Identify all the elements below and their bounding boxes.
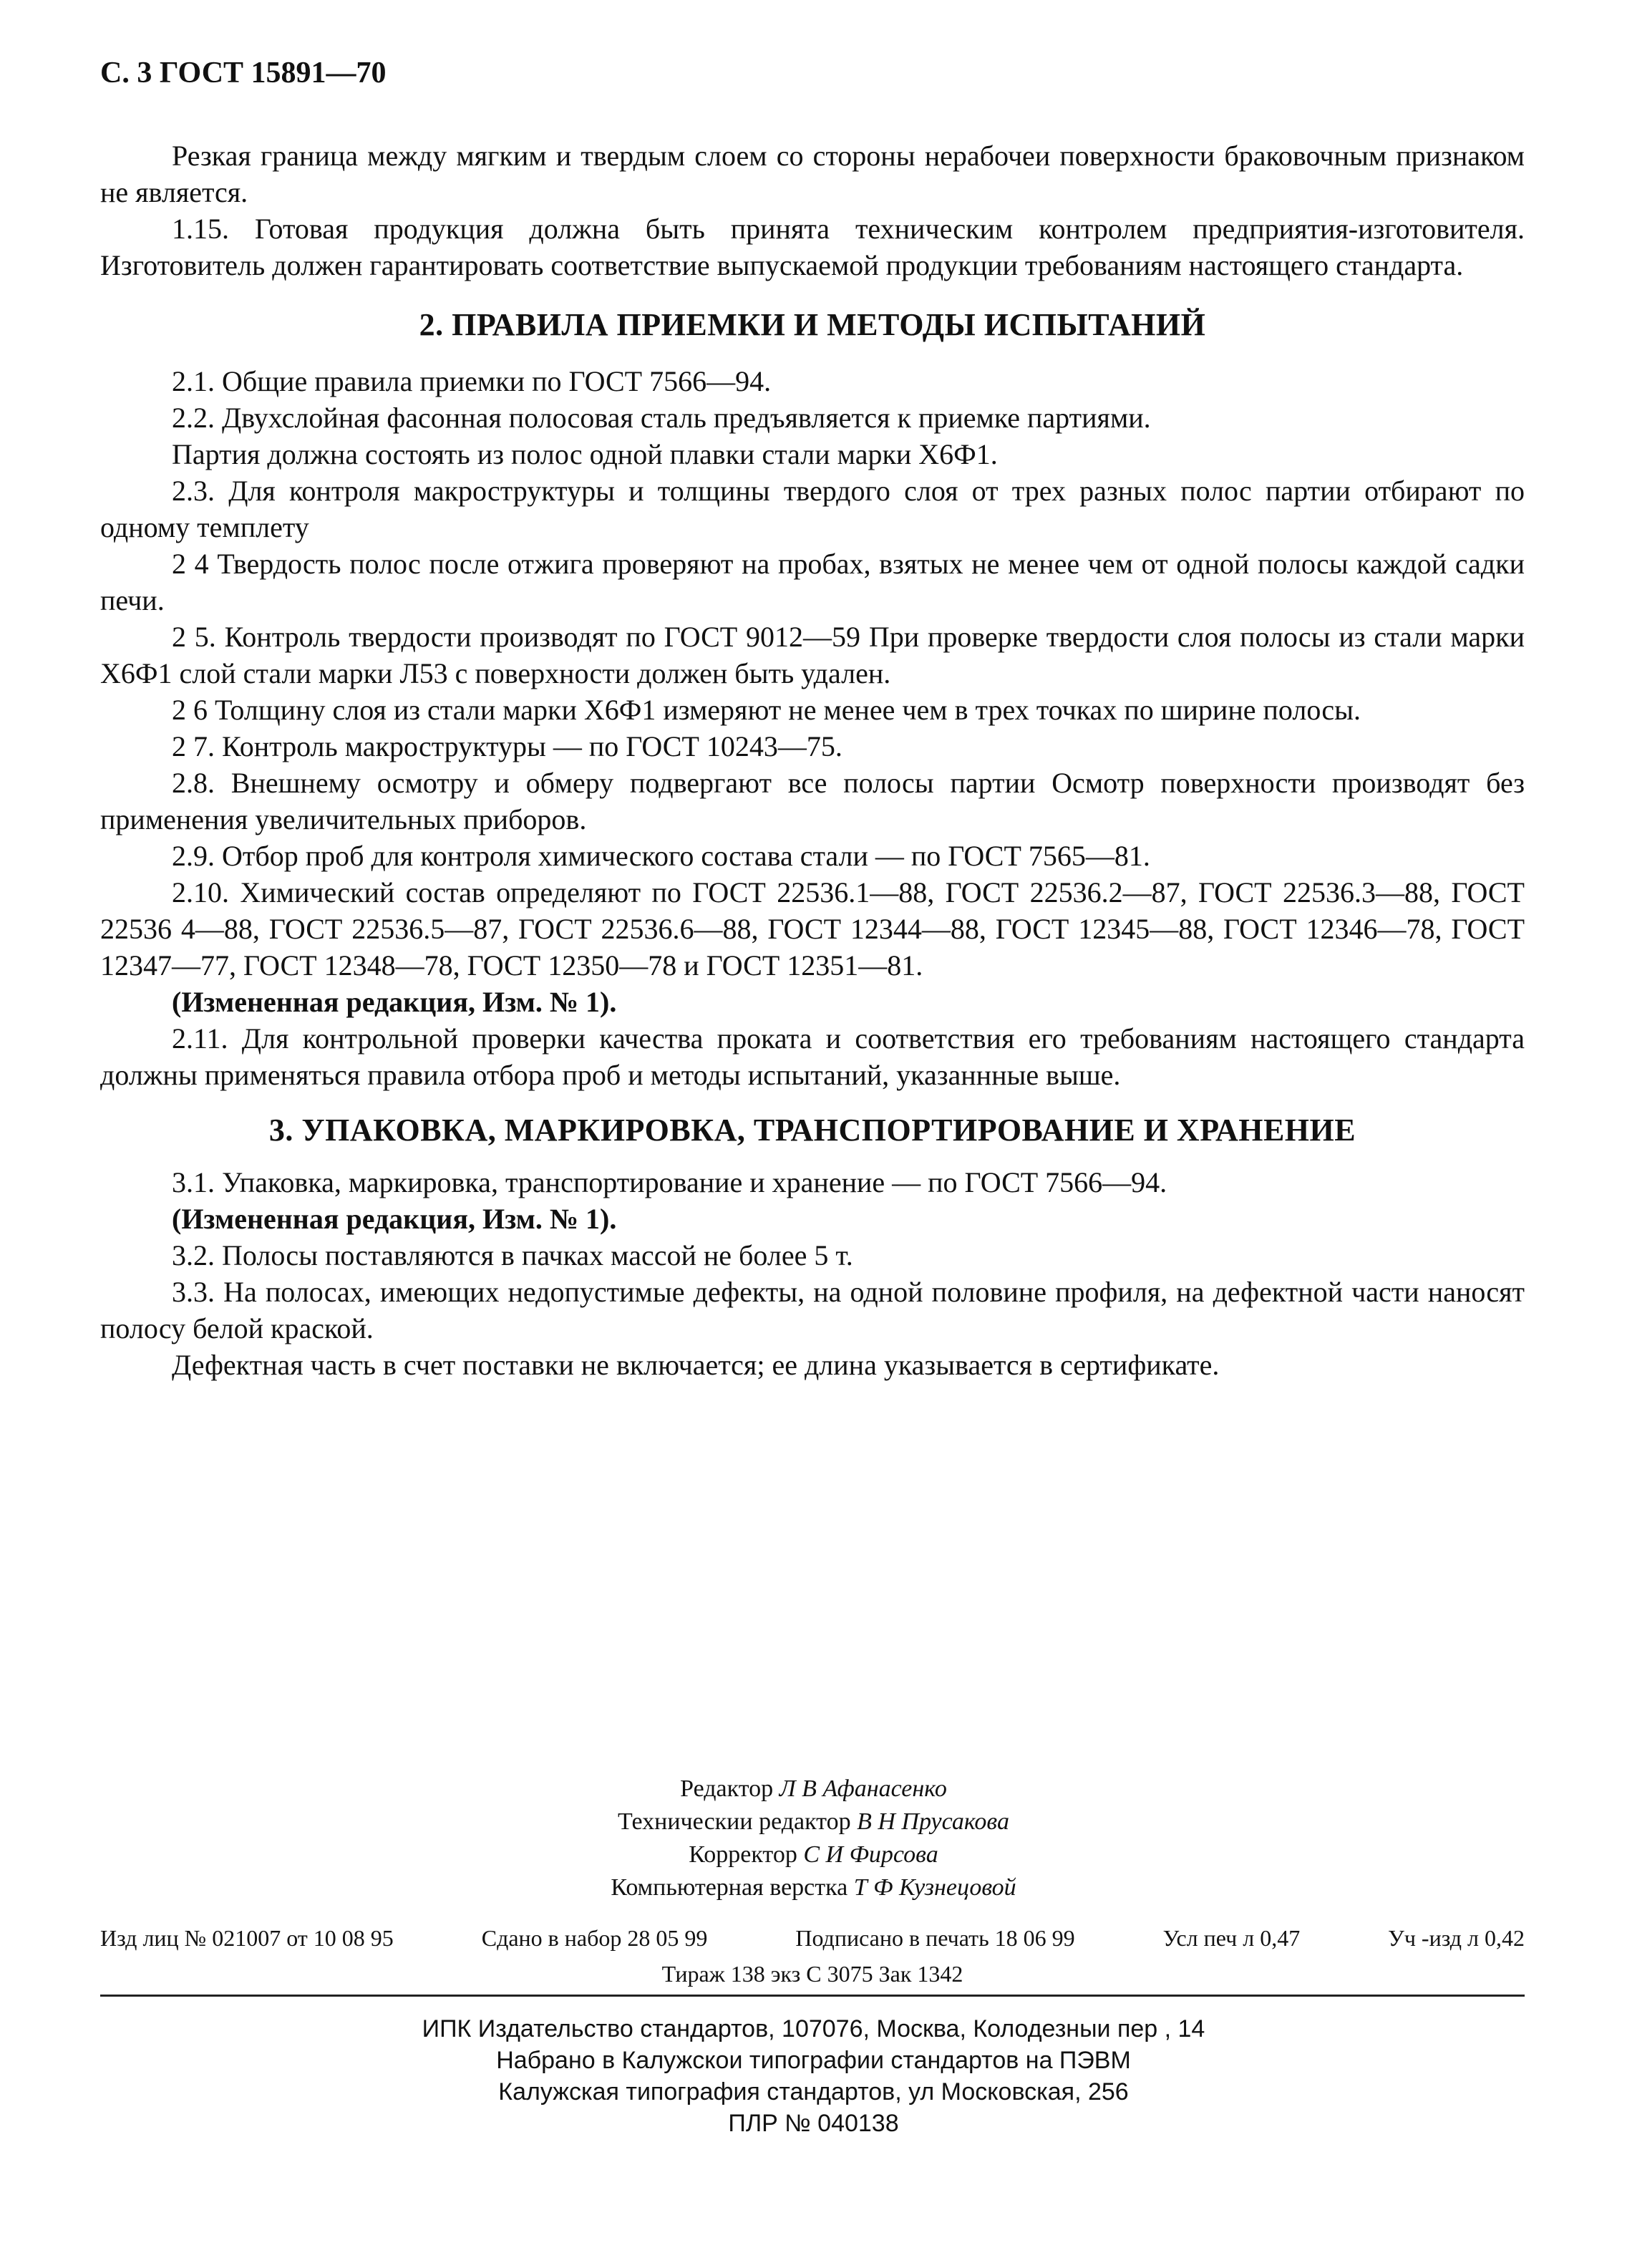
- credit-name: Т Ф Кузнецовой: [853, 1874, 1016, 1901]
- credit-tech-editor: [0, 1806, 1627, 1838]
- publisher-sheets: Уч -изд л 0,42: [1388, 1925, 1525, 1951]
- credit-role: Редактор: [680, 1775, 774, 1802]
- credit-name: С И Фирсова: [803, 1841, 938, 1868]
- credit-role: Компьютерная верстка: [611, 1874, 848, 1901]
- paragraph-2-1: 2.1. Общие правила приемки по ГОСТ 7566—94.: [172, 365, 772, 397]
- imprint-block: [0, 2013, 1627, 2139]
- paragraph-3-3: 3.3. На полосах, имеющих недопустимые дефекты, на одной половине профиля, на дефектной части наносят полосу белой краской.: [100, 1276, 1525, 1344]
- section-2-title: 2. ПРАВИЛА ПРИЕМКИ И МЕТОДЫ ИСПЫТАНИЙ: [419, 307, 1206, 342]
- paragraph-2-4: 2 4 Твердость полос после отжига проверяют на пробах, взятых не менее чем от одной полосы каждой садки печи.: [100, 548, 1525, 616]
- credit-name: Л В Афанасенко: [779, 1775, 947, 1802]
- paragraph-2-2: 2.2. Двухслойная фасонная полосовая сталь предъявляется к приемке партиями.: [172, 402, 1151, 434]
- credit-editor: [0, 1773, 1627, 1806]
- paragraph-2-7: 2 7. Контроль макроструктуры — по ГОСТ 10243—75.: [172, 730, 842, 762]
- typeset-date: Сдано в набор 28 05 99: [481, 1925, 708, 1951]
- publication-info: [100, 1920, 1525, 1992]
- paragraph-intro: Резкая граница между мягким и твердым слоем со стороны нерабочеи поверхности браковочным признаком не является.: [100, 140, 1525, 208]
- imprint-line: Калужская типография стандартов, ул Московская, 256: [498, 2078, 1129, 2105]
- paragraph-3-2: 3.2. Полосы поставляются в пачках массой не более 5 т.: [172, 1239, 853, 1271]
- publication-info-row: [100, 1920, 1525, 1956]
- paragraph-2-8: 2.8. Внешнему осмотру и обмеру подвергают все полосы партии Осмотр поверхности производят без применения увеличительных приборов.: [100, 767, 1525, 835]
- divider-line: [100, 1995, 1525, 1997]
- paragraph-2-10: 2.10. Химический состав определяют по ГОСТ 22536.1—88, ГОСТ 22536.2—87, ГОСТ 22536.3—88, ГОСТ 22536 4—88, ГОСТ 22536.5—87, ГОСТ 22536.6—88, ГОСТ 12344—88, ГОСТ 12345—88, ГОСТ 12346—78, ГОСТ 12347—77, ГОСТ 12348—78, ГОСТ 12350—78 и ГОСТ 12351—81.: [100, 876, 1525, 982]
- print-signed-date: Подписано в печать 18 06 99: [795, 1925, 1075, 1951]
- amendment-note: (Измененная редакция, Изм. № 1).: [172, 1203, 617, 1235]
- paragraph-2-5: 2 5. Контроль твердости производят по ГОСТ 9012—59 При проверке твердости слоя полосы из стали марки Х6Ф1 слой стали марки Л53 с поверхности должен быть удален.: [100, 621, 1525, 689]
- paragraph-2-2b: Партия должна состоять из полос одной плавки стали марки Х6Ф1.: [172, 438, 998, 470]
- paragraph-2-3: 2.3. Для контроля макроструктуры и толщины твердого слоя от трех разных полос партии отбирают по одному темплету: [100, 475, 1525, 543]
- printed-sheets: Усл печ л 0,47: [1162, 1925, 1301, 1951]
- paragraph-3-3b: Дефектная часть в счет поставки не включается; ее длина указывается в сертификате.: [172, 1349, 1220, 1381]
- credits-block: [0, 1773, 1627, 1904]
- imprint-line: ПЛР № 040138: [728, 2110, 899, 2137]
- page-header: С. 3 ГОСТ 15891—70: [100, 57, 387, 89]
- imprint-line: ИПК Издательство стандартов, 107076, Москва, Колодезныи пер , 14: [422, 2015, 1205, 2042]
- imprint-line: Набрано в Калужскои типографии стандартов на ПЭВМ: [496, 2047, 1131, 2074]
- credit-proofreader: [0, 1838, 1627, 1871]
- paragraph-3-1: 3.1. Упаковка, маркировка, транспортирование и хранение — по ГОСТ 7566—94.: [172, 1166, 1167, 1198]
- section-3-title: 3. УПАКОВКА, МАРКИРОВКА, ТРАНСПОРТИРОВАНИЕ И ХРАНЕНИЕ: [268, 1113, 1356, 1148]
- paragraph-1-15: 1.15. Готовая продукция должна быть принята техническим контролем предприятия-изготовителя. Изготовитель должен гарантировать соответствие выпускаемой продукции требованиям настоящего стандарта.: [100, 213, 1525, 281]
- paragraph-2-11: 2.11. Для контрольной проверки качества проката и соответствия его требованиям настоящего стандарта должны применяться правила отбора проб и методы испытаний, указаннные выше.: [100, 1022, 1525, 1091]
- amendment-note: (Измененная редакция, Изм. № 1).: [172, 986, 617, 1018]
- print-run: Тираж 138 экз С 3075 Зак 1342: [661, 1961, 963, 1987]
- paragraph-2-9: 2.9. Отбор проб для контроля химического состава стали — по ГОСТ 7565—81.: [172, 840, 1150, 872]
- main-text: [100, 137, 1525, 1383]
- license-number: Изд лиц № 021007 от 10 08 95: [100, 1925, 394, 1951]
- credit-layout: [0, 1871, 1627, 1904]
- paragraph-2-6: 2 6 Толщину слоя из стали марки Х6Ф1 измеряют не менее чем в трех точках по ширине полосы.: [172, 694, 1361, 726]
- credit-role: Техническии редактор: [618, 1808, 851, 1835]
- credit-role: Корректор: [689, 1841, 797, 1868]
- credit-name: В Н Прусакова: [857, 1808, 1009, 1835]
